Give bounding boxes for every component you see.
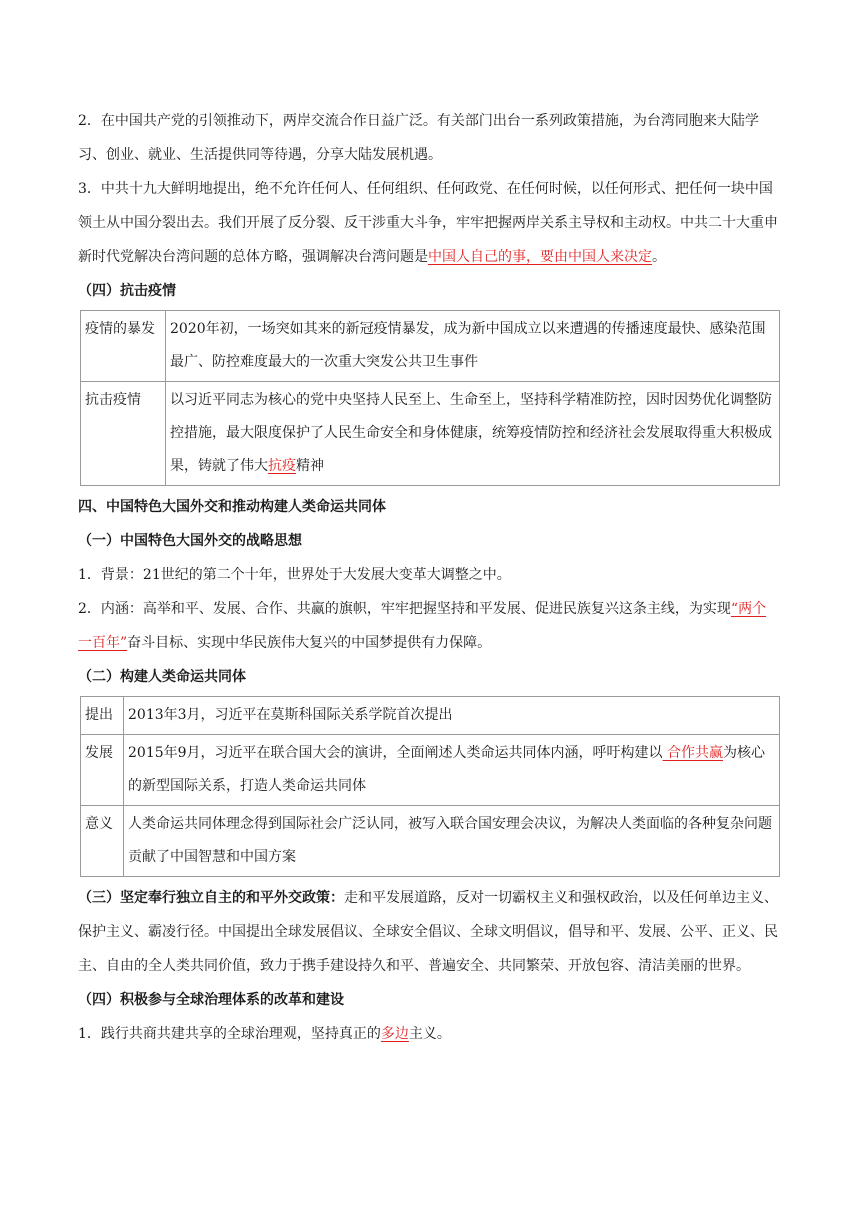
chapter-heading-4: 四、中国特色大国外交和推动构建人类命运共同体: [78, 499, 386, 515]
covid-table: [80, 310, 780, 486]
connotation-highlight: “两个一百年”: [78, 601, 767, 651]
section-heading-2: （二）构建人类命运共同体: [78, 669, 246, 685]
item-3-text: 3．中共十九大鲜明地提出，绝不允许任何人、任何组织、任何政党、在任何时候，以任何形式、把任何一块中国领土从中国分裂出去。我们开展了反分裂、反干涉重大斗争，牢牢把握两岸关系主导权和主动权。中共二十大重申新时代党解决台湾问题的总体方略，强调解决台湾问题是: [78, 181, 778, 265]
connotation-text: 2．内涵：高举和平、发展、合作、共赢的旗帜，牢牢把握坚持和平发展、促进民族复兴这条主线，为实现: [78, 601, 731, 617]
paragraph-connotation: [78, 592, 780, 660]
section-heading-1: （一）中国特色大国外交的战略思想: [78, 533, 302, 549]
section-heading-4: （四）积极参与全球治理体系的改革和建设: [78, 992, 344, 1008]
paragraph-background: 1．背景：21世纪的第二个十年，世界处于大发展大变革大调整之中。: [78, 567, 511, 583]
table-row: [81, 382, 780, 486]
item-3-end: 。: [652, 249, 666, 265]
table-row: [81, 697, 780, 735]
row-label: 发展: [81, 735, 124, 806]
section-heading-covid: （四）抗击疫情: [78, 283, 176, 299]
governance-text: 1．践行共商共建共享的全球治理观，坚持真正的: [78, 1026, 381, 1042]
row-text: [166, 382, 780, 486]
community-table: [80, 696, 780, 877]
table-row: [81, 806, 780, 877]
row-text-end: 精神: [296, 458, 324, 474]
row-label: 疫情的暴发: [81, 311, 166, 382]
section-heading-3: （三）坚定奉行独立自主的和平外交政策：: [78, 890, 344, 906]
paragraph-item-3: [78, 172, 780, 274]
row-highlight: 抗疫: [268, 458, 296, 474]
row-text-main: 以习近平同志为核心的党中央坚持人民至上、生命至上，坚持科学精准防控，因时因势优化调整防控措施，最大限度保护了人民生命安全和身体健康，统筹疫情防控和经济社会发展取得重大积极成果，铸就了伟大: [170, 392, 772, 474]
paragraph-peace-policy: [78, 881, 780, 983]
row-highlight: 合作共赢: [662, 745, 723, 761]
peace-policy-text: 走和平发展道路，反对一切霸权主义和强权政治，以及任何单边主义、保护主义、霸凌行径。中国提出全球发展倡议、全球安全倡议、全球文明倡议，倡导和平、发展、公平、正义、民主、自由的全人类共同价值，致力于携手建设持久和平、普遍安全、共同繁荣、开放包容、清洁美丽的世界。: [78, 890, 778, 974]
item-3-highlight: 中国人自己的事，要由中国人来决定: [428, 249, 652, 265]
row-text: 2013年3月，习近平在莫斯科国际关系学院首次提出: [124, 697, 780, 735]
table-row: [81, 735, 780, 806]
connotation-end: 奋斗目标、实现中华民族伟大复兴的中国梦提供有力保障。: [127, 635, 492, 651]
paragraph-item-2: 2．在中国共产党的引领推动下，两岸交流合作日益广泛。有关部门出台一系列政策措施，为台湾同胞来大陆学习、创业、就业、生活提供同等待遇，分享大陆发展机遇。: [78, 113, 759, 163]
row-text-main: 2015年9月，习近平在联合国大会的演讲，全面阐述人类命运共同体内涵，呼吁构建以: [128, 745, 663, 761]
governance-end: 主义。: [408, 1026, 451, 1042]
row-text: 2020年初，一场突如其来的新冠疫情暴发，成为新中国成立以来遭遇的传播速度最快、感染范围最广、防控难度最大的一次重大突发公共卫生事件: [166, 311, 780, 382]
row-text: 人类命运共同体理念得到国际社会广泛认同，被写入联合国安理会决议，为解决人类面临的各种复杂问题贡献了中国智慧和中国方案: [124, 806, 780, 877]
row-label: 抗击疫情: [81, 382, 166, 486]
document-body: [78, 104, 780, 1051]
table-row: [81, 311, 780, 382]
paragraph-governance: [78, 1017, 780, 1051]
governance-highlight: 多边: [380, 1026, 409, 1042]
row-text: [124, 735, 780, 806]
row-label: 意义: [81, 806, 124, 877]
row-text-end: 为核心的新型国际关系，打造人类命运共同体: [128, 745, 765, 794]
row-label: 提出: [81, 697, 124, 735]
